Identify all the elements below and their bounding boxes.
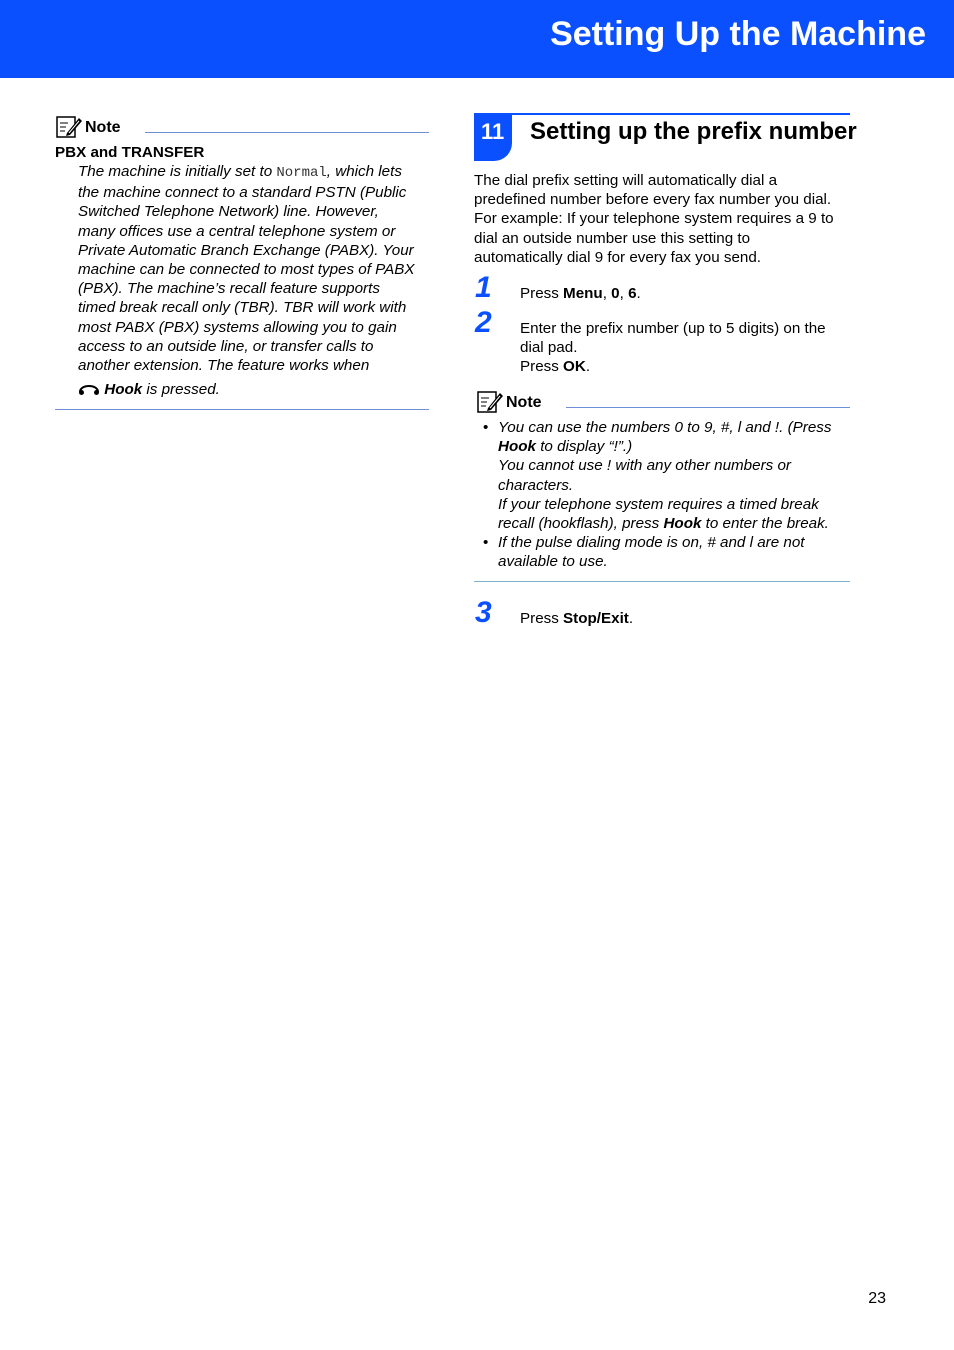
note-label: Note [506,394,542,411]
note-label: Note [85,119,121,136]
note-line: the machine connect to a standard PSTN (Public [78,184,407,202]
telephone-hook-icon [78,382,100,396]
note-line: timed break recall only (TBR). TBR will work with [78,299,407,317]
note-pencil-icon [55,114,83,140]
note-line: Private Automatic Branch Exchange (PABX). Your [78,241,414,259]
section-intro: The dial prefix setting will automatically dial a predefined number before every fax number you dial. For example: If your telephone system requires a 9 to dial an outside number use this setting to automatically dial 9 for every fax you send. [474,172,834,266]
setting-value-normal: Normal [276,165,327,181]
note-line: (PBX). The machine’s recall feature supports [78,280,380,298]
note-bullet-item: • If the pulse dialing mode is on, # and l are not available to use. [483,534,805,571]
left-note-body [78,162,438,375]
note-line: Switched Telephone Network) line. However, [78,203,379,221]
header-band [0,0,954,78]
hook-key: Hook [104,381,143,398]
step-3-number: 3 [475,596,492,629]
note-pencil-icon [476,389,504,415]
section-number-badge [474,113,512,161]
left-note-header [55,114,429,138]
step-2-number: 2 [475,306,492,339]
step-3-text: Press Stop/Exit. [520,610,634,627]
note-heading: PBX and TRANSFER [55,144,205,161]
note-line: The machine is initially set to Normal, which lets [78,163,402,181]
step-2-text: Enter the prefix number (up to 5 digits) on the dial pad. Press OK. [520,320,826,375]
section-title: Setting up the prefix number [530,118,857,145]
note-rule [145,132,429,133]
step-1-text: Press Menu, 0, 6. [520,285,641,302]
left-note-bottom-rule [55,409,429,410]
note-line: many offices use a central telephone system or [78,222,396,240]
right-note-header [476,389,850,413]
note-line: most PABX (PBX) systems allowing you to gain [78,318,397,336]
section-number: 11 [481,119,505,144]
page-header-title: Setting Up the Machine [550,15,926,53]
right-note-bottom-rule [474,581,850,582]
note-line: access to an outside line, or transfer calls to [78,337,374,355]
note-line: another extension. The feature works when [78,357,370,375]
hook-line: Hook is pressed. [78,380,220,399]
page-number: 23 [868,1290,886,1307]
note-line: machine can be connected to most types of PABX [78,261,415,279]
step-1-number: 1 [475,271,492,304]
note-bullet-item: • You can use the numbers 0 to 9, #, l and !. (Press Hook to display “!”.) You cannot use ! with any other numbers or characters. If your telephone system requires a timed break recall (hookflash), press Hook to enter the break. [483,419,832,533]
note-rule [566,407,850,408]
section-top-rule [474,113,850,115]
